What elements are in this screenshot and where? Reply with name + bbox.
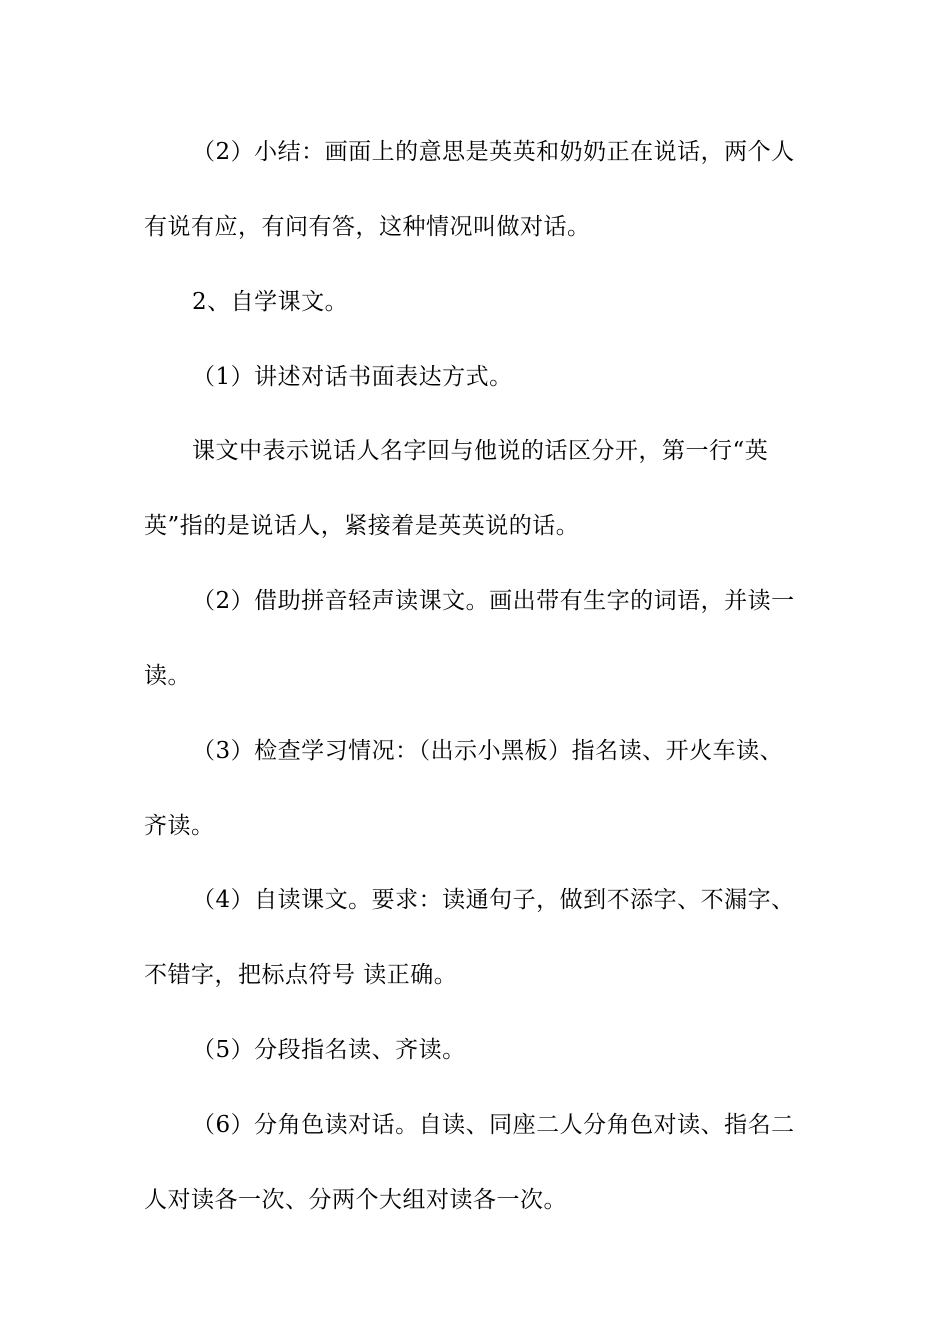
paragraph-line: 读。: [144, 663, 191, 689]
paragraph-line: 英”指的是说话人，紧接着是英英说的话。: [144, 513, 580, 539]
paragraph-line: 人对读各一次、分两个大组对读各一次。: [144, 1187, 567, 1213]
paragraph-line: （5）分段指名读、齐读。: [192, 1037, 466, 1063]
section-heading: 2、自学课文。: [192, 289, 349, 315]
paragraph-line: 课文中表示说话人名字回与他说的话区分开，第一行“英: [192, 438, 769, 464]
paragraph-line: 齐读。: [144, 813, 215, 839]
paragraph-line: （4）自读课文。要求：读通句子，做到不添字、不漏字、: [192, 887, 795, 913]
paragraph-line: （1）讲述对话书面表达方式。: [192, 364, 513, 390]
paragraph-line: （6）分角色读对话。自读、同座二人分角色对读、指名二: [192, 1112, 795, 1138]
paragraph-line: （2）小结：画面上的意思是英英和奶奶正在说话，两个人: [192, 139, 795, 165]
paragraph-line: 不错字，把标点符号 读正确。: [144, 962, 458, 988]
paragraph-line: （2）借助拼音轻声读课文。画出带有生字的词语，并读一: [192, 588, 795, 614]
paragraph-line: 有说有应，有问有答，这种情况叫做对话。: [144, 214, 591, 240]
paragraph-line: （3）检查学习情况：（出示小黑板）指名读、开火车读、: [192, 738, 784, 764]
